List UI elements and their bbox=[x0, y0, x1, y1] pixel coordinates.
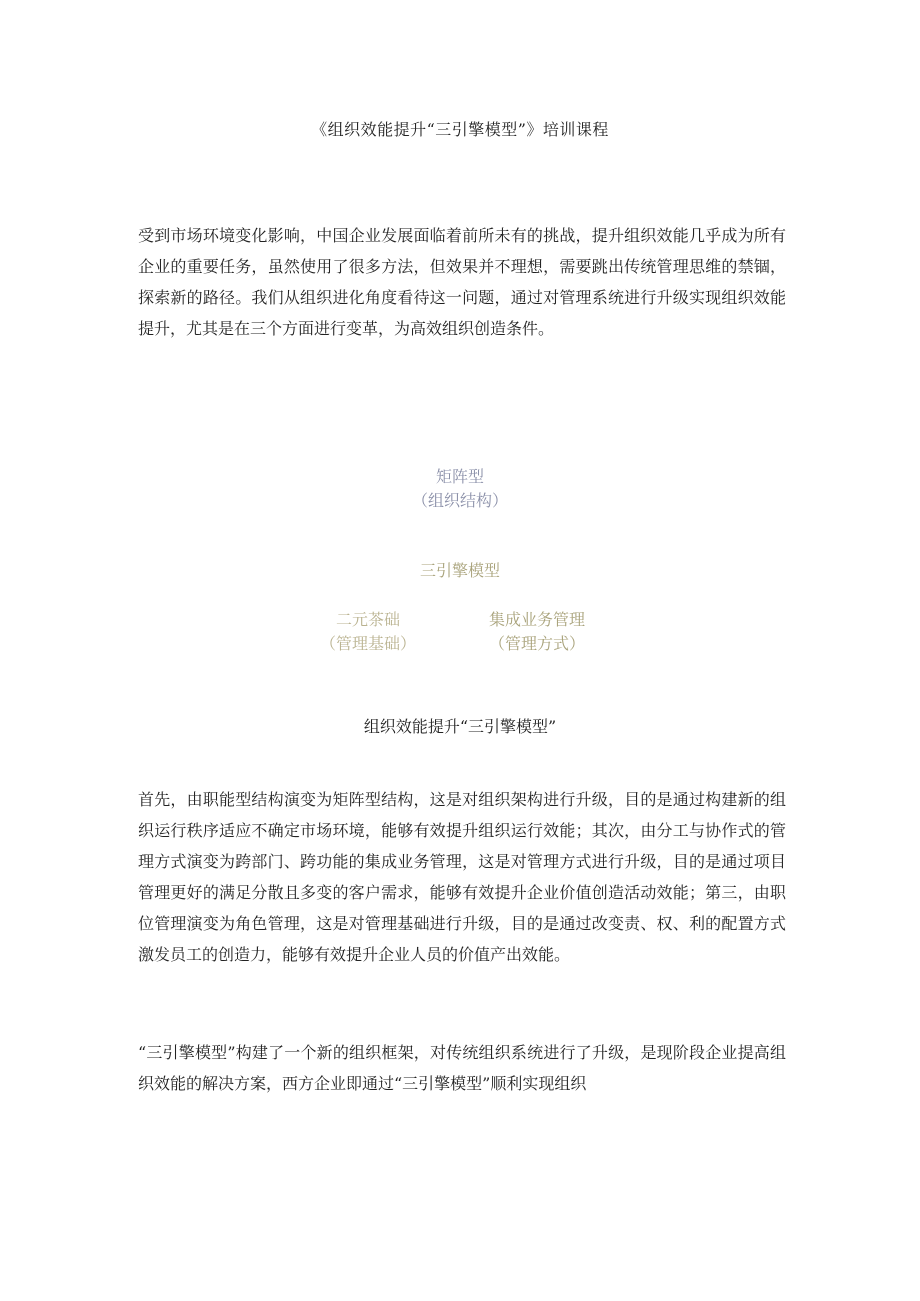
diagram-top-title: 矩阵型 bbox=[435, 467, 484, 486]
three-engine-diagram bbox=[0, 460, 920, 670]
diagram-center-title: 三引擎模型 bbox=[419, 561, 500, 580]
diagram-left-title: 二元茶础 bbox=[335, 610, 400, 629]
diagram-top-subtitle: （组织结构） bbox=[411, 491, 508, 510]
closing-paragraph: “三引擎模型”构建了一个新的组织框架，对传统组织系统进行了升级，是现阶段企业提高组织效能的解决方案，西方企业即通过“三引擎模型”顺利实现组织 bbox=[138, 1043, 786, 1093]
diagram-right-subtitle: （管理方式） bbox=[488, 634, 585, 653]
diagram-right-title: 集成业务管理 bbox=[488, 610, 585, 629]
intro-paragraph: 受到市场环境变化影响，中国企业发展面临着前所未有的挑战，提升组织效能几乎成为所有企业的重要任务，虽然使用了很多方法，但效果并不理想，需要跳出传统管理思维的禁锢，探索新的路径。我们从组织进化角度看待这一问题，通过对管理系统进行升级实现组织效能提升，尤其是在三个方面进行变革，为高效组织创造条件。 bbox=[138, 226, 786, 338]
document-title: 《组织效能提升“三引擎模型”》培训课程 bbox=[311, 120, 609, 139]
diagram-caption: 组织效能提升“三引擎模型” bbox=[363, 717, 557, 736]
body-paragraph: 首先，由职能型结构演变为矩阵型结构，这是对组织架构进行升级，目的是通过构建新的组织运行秩序适应不确定市场环境，能够有效提升组织运行效能；其次，由分工与协作式的管理方式演变为跨部门、跨功能的集成业务管理，这是对管理方式进行升级，目的是通过项目管理更好的满足分散且多变的客户需求，能够有效提升企业价值创造活动效能；第三，由职位管理演变为角色管理，这是对管理基础进行升级，目的是通过改变责、权、利的配置方式激发员工的创造力，能够有效提升企业人员的价值产出效能。 bbox=[138, 790, 786, 964]
diagram-left-subtitle: （管理基础） bbox=[319, 634, 416, 653]
